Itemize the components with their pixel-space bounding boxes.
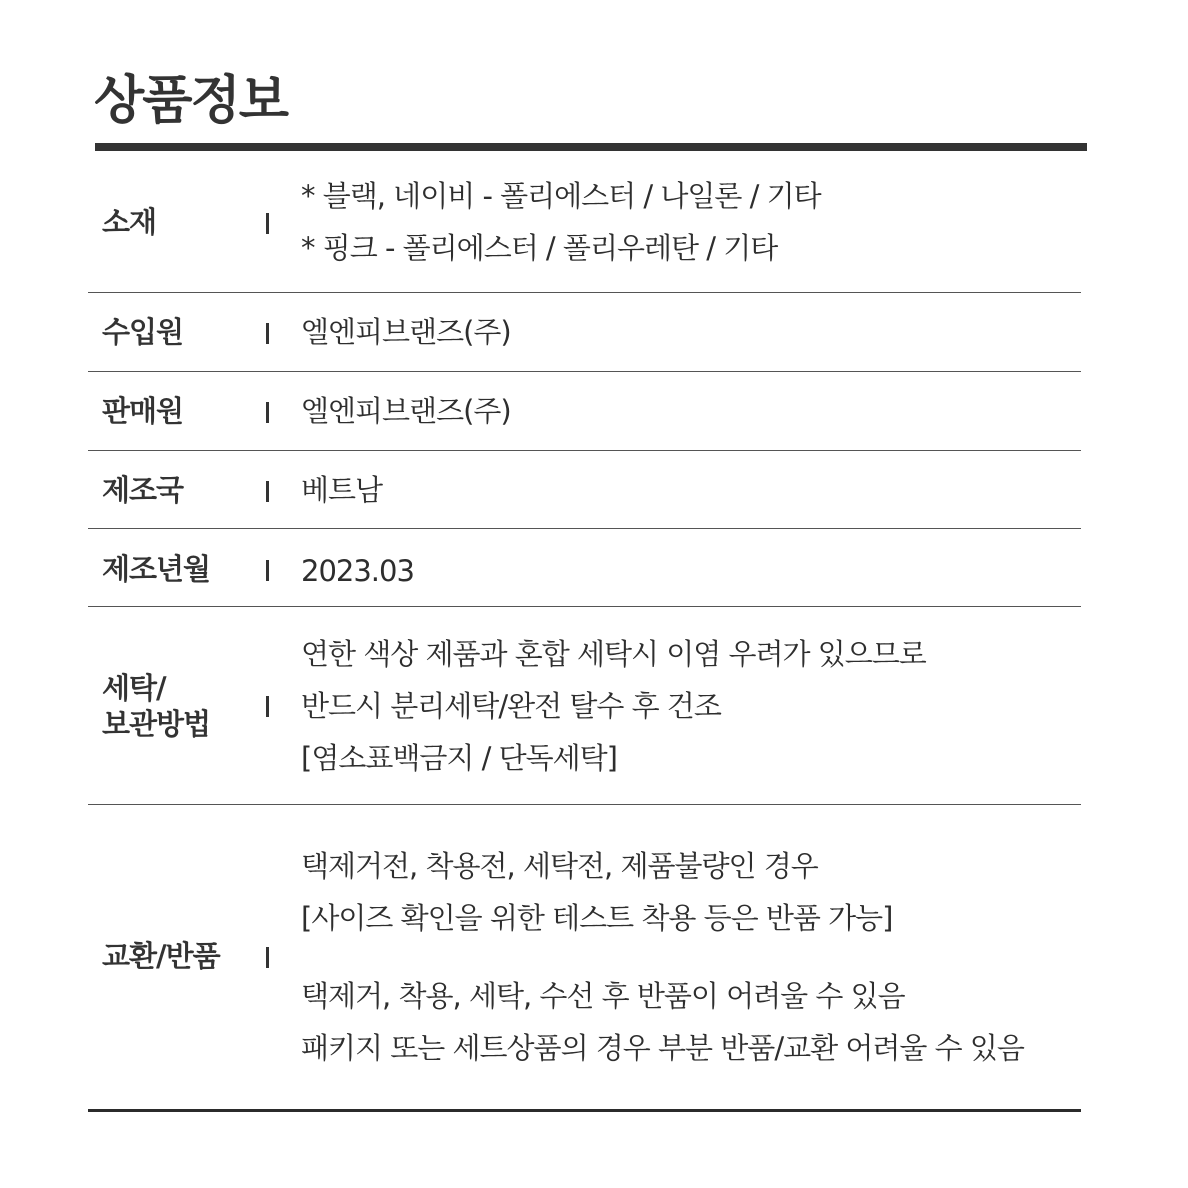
row-value-importer (301, 306, 511, 358)
row-separator (266, 696, 269, 717)
row-separator (266, 481, 269, 502)
row-label-country: 제조국 (102, 473, 184, 507)
returns-line-1: 택제거전, 착용전, 세탁전, 제품불량인 경우 (301, 849, 818, 883)
row-label-manufacture-date: 제조년월 (102, 552, 211, 586)
row-value-country (301, 464, 382, 516)
returns-line-3: 택제거, 착용, 세탁, 수선 후 반품이 어려울 수 있음 (301, 979, 905, 1013)
row-value-returns (301, 840, 1024, 1074)
row-divider (88, 528, 1081, 529)
row-separator (266, 213, 269, 234)
row-divider (88, 450, 1081, 451)
row-divider (88, 804, 1081, 805)
row-label-seller: 판매원 (102, 394, 184, 428)
title-divider (95, 143, 1087, 151)
page-title: 상품정보 (94, 71, 287, 131)
country-line: 베트남 (301, 473, 383, 507)
row-value-manufacture-date (301, 545, 414, 597)
row-divider (88, 292, 1081, 293)
care-line-2: 반드시 분리세탁/완전 탈수 후 건조 (301, 689, 721, 723)
row-label-care: 세탁/ 보관방법 (102, 671, 211, 741)
row-value-seller (301, 385, 511, 437)
table-bottom-divider (88, 1109, 1081, 1112)
care-line-1: 연한 색상 제품과 혼합 세탁시 이염 우려가 있으므로 (301, 637, 926, 671)
row-divider (88, 371, 1081, 372)
material-line-2: * 핑크 - 폴리에스터 / 폴리우레탄 / 기타 (301, 231, 778, 265)
seller-line: 엘엔피브랜즈(주) (301, 394, 511, 428)
manufacture-date-line: 2023.03 (301, 554, 414, 588)
row-value-material (301, 170, 821, 274)
returns-line-2: [사이즈 확인을 위한 테스트 착용 등은 반품 가능] (301, 901, 893, 935)
row-label-returns: 교환/반품 (102, 939, 220, 973)
row-separator (266, 323, 269, 344)
row-label-importer: 수입원 (102, 315, 184, 349)
material-line-1: * 블랙, 네이비 - 폴리에스터 / 나일론 / 기타 (301, 179, 821, 213)
row-label-material: 소재 (102, 205, 157, 239)
row-separator (266, 947, 269, 968)
row-divider (88, 606, 1081, 607)
row-separator (266, 402, 269, 423)
returns-line-4: 패키지 또는 세트상품의 경우 부분 반품/교환 어려울 수 있음 (301, 1031, 1024, 1065)
row-separator (266, 560, 269, 581)
importer-line: 엘엔피브랜즈(주) (301, 315, 511, 349)
care-line-3: [염소표백금지 / 단독세탁] (301, 741, 617, 775)
row-value-care (301, 628, 926, 784)
